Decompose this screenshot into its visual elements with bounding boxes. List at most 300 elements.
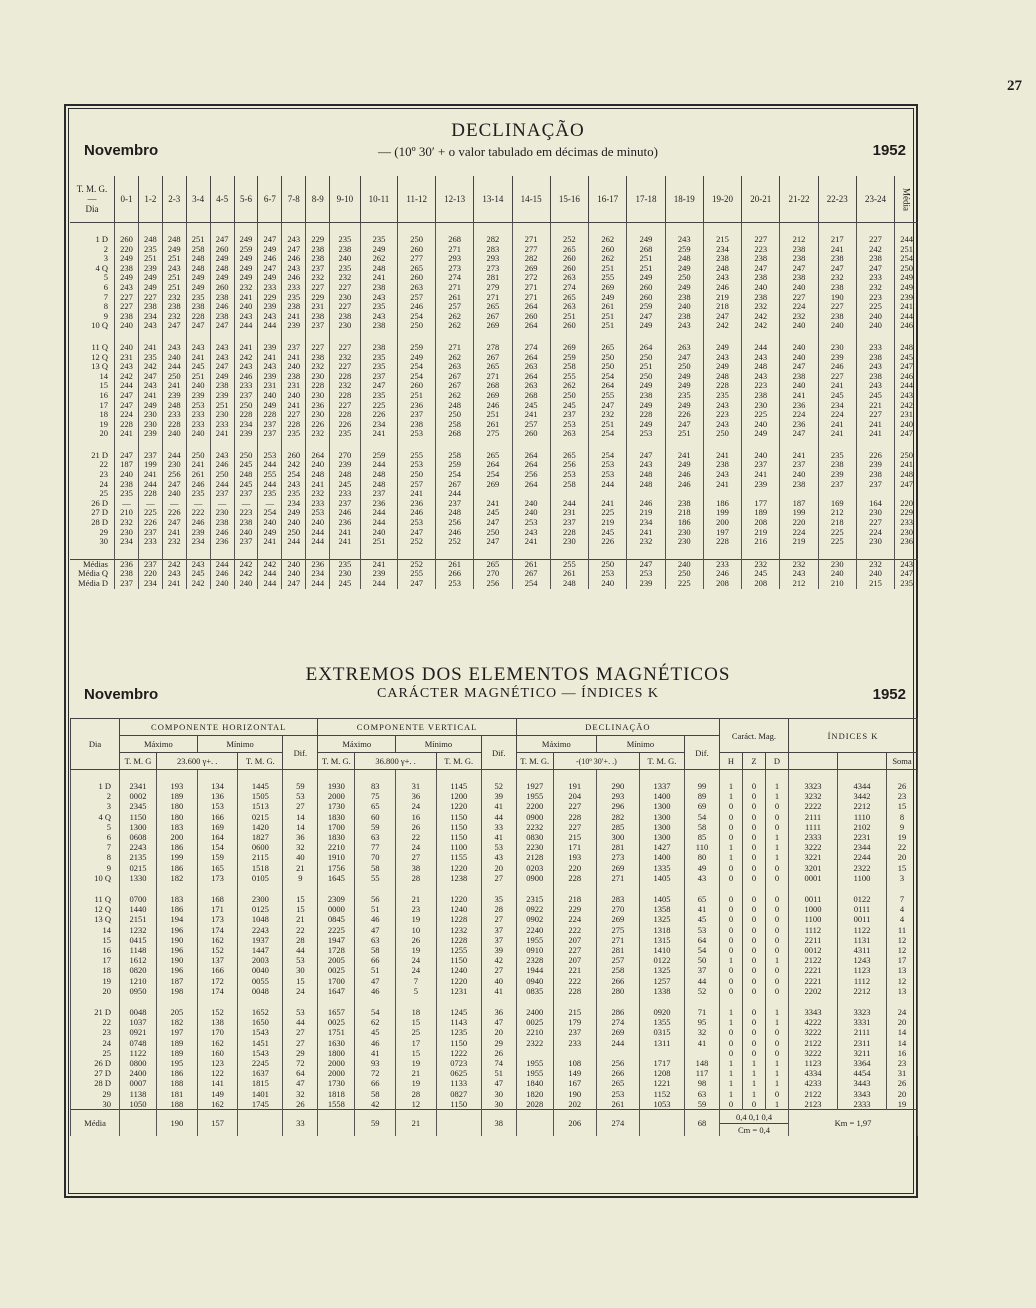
value-cell: 227: [818, 302, 856, 312]
gap-cell: [157, 996, 198, 1007]
value-cell: 225: [856, 302, 894, 312]
decl-subtitle: — (10º 30′ + o valor tabulado em décimas de minuto): [378, 144, 658, 159]
gap-cell: [742, 547, 780, 560]
col-header: 16-17: [589, 176, 627, 223]
hdr-indices: ÍNDICES K: [789, 719, 918, 753]
value-cell: 230: [895, 528, 918, 538]
day-label: 30: [71, 1099, 120, 1110]
value-cell: 243: [703, 353, 741, 363]
value-cell: 0011: [838, 914, 887, 924]
value-cell: 51: [355, 965, 396, 975]
gap-cell: [640, 883, 685, 894]
value-cell: 245: [550, 401, 588, 411]
value-cell: 0: [766, 1038, 789, 1048]
value-cell: 220: [115, 245, 139, 255]
value-cell: 248: [186, 254, 210, 264]
value-cell: 167: [553, 1078, 596, 1088]
value-cell: 2202: [789, 986, 838, 996]
value-cell: 52: [481, 781, 516, 791]
value-cell: 245: [474, 508, 512, 518]
media-v-dif: 38: [481, 1110, 516, 1137]
value-cell: 233: [306, 499, 330, 509]
value-cell: 241: [258, 353, 282, 363]
value-cell: 232: [306, 362, 330, 372]
value-cell: 237: [550, 410, 588, 420]
value-cell: 15: [283, 976, 318, 986]
summary-cell: 220: [138, 569, 162, 579]
value-cell: 235: [330, 235, 360, 245]
summary-cell: 261: [512, 559, 550, 569]
value-cell: 257: [596, 955, 639, 965]
value-cell: 265: [596, 1078, 639, 1088]
value-cell: 1630: [318, 1038, 355, 1048]
value-cell: 293: [436, 254, 474, 264]
value-cell: 271: [436, 343, 474, 353]
value-cell: 0: [720, 873, 743, 883]
value-cell: 238: [780, 372, 818, 382]
value-cell: 251: [162, 283, 186, 293]
value-cell: 244: [306, 528, 330, 538]
value-cell: 2309: [318, 894, 355, 904]
gap-cell: [318, 883, 355, 894]
value-cell: 0: [720, 801, 743, 811]
value-cell: 2212: [838, 986, 887, 996]
summary-cell: 234: [138, 579, 162, 589]
value-cell: 230: [210, 410, 234, 420]
value-cell: 240: [856, 312, 894, 322]
value-cell: 267: [436, 372, 474, 382]
value-cell: 1700: [318, 822, 355, 832]
value-cell: 0122: [838, 894, 887, 904]
gap-cell: [238, 883, 283, 894]
value-cell: 0: [766, 873, 789, 883]
col-header: 4-5: [210, 176, 234, 223]
value-cell: 180: [157, 812, 198, 822]
gap-cell: [838, 883, 887, 894]
value-cell: 189: [157, 1048, 198, 1058]
table-row: [71, 1048, 918, 1058]
value-cell: 293: [474, 254, 512, 264]
value-cell: 247: [186, 321, 210, 331]
summary-cell: 250: [589, 559, 627, 569]
summary-cell: 244: [306, 579, 330, 589]
value-cell: 250: [398, 470, 436, 480]
value-cell: 228: [138, 489, 162, 499]
value-cell: 2333: [789, 832, 838, 842]
value-cell: 244: [162, 362, 186, 372]
value-cell: 233: [234, 381, 258, 391]
value-cell: 215: [703, 235, 741, 245]
value-cell: 1257: [640, 976, 685, 986]
value-cell: 240: [282, 362, 306, 372]
value-cell: 239: [282, 321, 306, 331]
value-cell: 9: [283, 873, 318, 883]
decl-year: 1952: [872, 142, 906, 159]
value-cell: 265: [550, 245, 588, 255]
value-cell: 241: [282, 401, 306, 411]
value-cell: 234: [282, 499, 306, 509]
value-cell: 264: [512, 353, 550, 363]
value-cell: 1050: [120, 1099, 157, 1110]
value-cell: 281: [596, 945, 639, 955]
value-cell: 232: [306, 273, 330, 283]
value-cell: 50: [685, 955, 720, 965]
table-row: [71, 945, 918, 955]
value-cell: 224: [115, 410, 139, 420]
value-cell: 1337: [640, 781, 685, 791]
value-cell: 230: [856, 537, 894, 547]
day-label: 22: [71, 1017, 120, 1027]
value-cell: 238: [306, 353, 330, 363]
value-cell: 243: [856, 362, 894, 372]
value-cell: 240: [742, 451, 780, 461]
value-cell: 271: [436, 283, 474, 293]
value-cell: 221: [553, 965, 596, 975]
gap-cell: [186, 547, 210, 560]
value-cell: 238: [818, 460, 856, 470]
value-cell: 244: [895, 235, 918, 245]
value-cell: 1955: [516, 791, 553, 801]
value-cell: 241: [703, 480, 741, 490]
value-cell: 223: [234, 508, 258, 518]
media-row: [71, 1110, 918, 1137]
col-header: 8-9: [306, 176, 330, 223]
media-label: Média: [71, 1110, 120, 1137]
value-cell: 293: [596, 791, 639, 801]
value-cell: 243: [703, 401, 741, 411]
value-cell: 1300: [640, 801, 685, 811]
summary-cell: 208: [742, 579, 780, 589]
summary-cell: 243: [780, 569, 818, 579]
value-cell: 27: [481, 873, 516, 883]
value-cell: 243: [282, 264, 306, 274]
value-cell: 0: [766, 965, 789, 975]
value-cell: 230: [665, 537, 703, 547]
value-cell: 1: [720, 1078, 743, 1088]
day-label: 4 Q: [71, 812, 120, 822]
value-cell: 235: [138, 245, 162, 255]
value-cell: 247: [115, 391, 139, 401]
day-label: 11 Q: [91, 341, 108, 352]
value-cell: 248: [360, 264, 398, 274]
value-cell: 227: [330, 302, 360, 312]
value-cell: 247: [627, 451, 665, 461]
value-cell: 108: [553, 1058, 596, 1068]
value-cell: 186: [665, 518, 703, 528]
value-cell: 0700: [120, 894, 157, 904]
value-cell: 1818: [318, 1089, 355, 1099]
summary-cell: 233: [703, 559, 741, 569]
day-label: 13 Q: [71, 914, 120, 924]
value-cell: 246: [186, 518, 210, 528]
value-cell: 243: [258, 312, 282, 322]
summary-cell: 237: [115, 579, 139, 589]
value-cell: 1240: [436, 965, 481, 975]
hdr-d: D: [766, 753, 789, 770]
value-cell: 0: [743, 1048, 766, 1058]
value-cell: 152: [197, 1007, 238, 1017]
value-cell: 16: [396, 812, 437, 822]
value-cell: 1401: [238, 1089, 283, 1099]
value-cell: 265: [398, 264, 436, 274]
value-cell: 149: [553, 1068, 596, 1078]
value-cell: 230: [306, 391, 330, 401]
value-cell: 2111: [789, 812, 838, 822]
value-cell: 189: [157, 1038, 198, 1048]
value-cell: 241: [818, 245, 856, 255]
summary-cell: 240: [856, 569, 894, 579]
value-cell: 41: [685, 1038, 720, 1048]
value-cell: 240: [162, 429, 186, 439]
value-cell: 0: [766, 914, 789, 924]
day-label: 17: [99, 399, 108, 410]
value-cell: 228: [553, 873, 596, 883]
blank: [436, 1110, 481, 1137]
value-cell: 218: [703, 302, 741, 312]
value-cell: 37: [481, 935, 516, 945]
summary-cell: 242: [162, 559, 186, 569]
value-cell: 240: [115, 343, 139, 353]
value-cell: 246: [627, 499, 665, 509]
value-cell: 244: [258, 460, 282, 470]
gap-cell: [665, 547, 703, 560]
value-cell: 0: [743, 945, 766, 955]
value-cell: 41: [481, 832, 516, 842]
value-cell: 1: [766, 1058, 789, 1068]
value-cell: 2128: [516, 852, 553, 862]
value-cell: 0048: [120, 1007, 157, 1017]
summary-cell: 246: [210, 569, 234, 579]
group-gap: [70, 547, 918, 560]
value-cell: 1: [720, 852, 743, 862]
value-cell: 262: [436, 353, 474, 363]
value-cell: 253: [589, 460, 627, 470]
summary-cell: 238: [115, 569, 139, 579]
value-cell: 250: [234, 451, 258, 461]
value-cell: 238: [282, 302, 306, 312]
gap-cell: [71, 883, 120, 894]
summary-cell: 212: [780, 579, 818, 589]
value-cell: 247: [282, 245, 306, 255]
value-cell: 200: [157, 832, 198, 842]
value-cell: 1335: [640, 863, 685, 873]
gap-cell: [720, 996, 743, 1007]
table-row: [70, 321, 918, 331]
value-cell: 1730: [318, 801, 355, 811]
value-cell: 227: [330, 401, 360, 411]
table-row: [71, 1038, 918, 1048]
value-cell: 2210: [318, 842, 355, 852]
value-cell: 0040: [238, 965, 283, 975]
value-cell: 2311: [838, 1038, 887, 1048]
value-cell: 251: [186, 235, 210, 245]
value-cell: 0922: [516, 904, 553, 914]
value-cell: 0: [743, 863, 766, 873]
value-cell: 241: [856, 429, 894, 439]
value-cell: 253: [186, 401, 210, 411]
value-cell: 227: [856, 518, 894, 528]
value-cell: 250: [474, 528, 512, 538]
value-cell: 227: [553, 945, 596, 955]
hdr-v-tmg: T. M. G.: [318, 753, 355, 770]
value-cell: 238: [186, 302, 210, 312]
value-cell: 259: [360, 451, 398, 461]
value-cell: 14: [887, 1038, 918, 1048]
value-cell: 1240: [436, 904, 481, 914]
value-cell: 182: [157, 1017, 198, 1027]
hdr-h: H: [720, 753, 743, 770]
value-cell: 75: [355, 791, 396, 801]
col-header: 15-16: [550, 176, 588, 223]
summary-cell: 236: [306, 559, 330, 569]
value-cell: 1730: [318, 1078, 355, 1088]
value-cell: 1243: [838, 955, 887, 965]
value-cell: 2212: [838, 801, 887, 811]
value-cell: 274: [550, 283, 588, 293]
value-cell: 1110: [838, 812, 887, 822]
value-cell: 249: [360, 245, 398, 255]
blank: [318, 1110, 355, 1137]
value-cell: 0748: [120, 1038, 157, 1048]
value-cell: 242: [234, 353, 258, 363]
value-cell: 259: [398, 343, 436, 353]
value-cell: 245: [856, 391, 894, 401]
value-cell: 18: [396, 1007, 437, 1017]
value-cell: 259: [627, 302, 665, 312]
value-cell: 238: [856, 470, 894, 480]
summary-cell: 255: [550, 559, 588, 569]
value-cell: 164: [856, 499, 894, 509]
value-cell: 218: [818, 518, 856, 528]
table-row: [71, 1089, 918, 1099]
value-cell: 241: [138, 470, 162, 480]
value-cell: 1325: [640, 914, 685, 924]
value-cell: 210: [115, 508, 139, 518]
hdr-v-max: Máximo: [318, 736, 396, 753]
value-cell: 233: [282, 283, 306, 293]
value-cell: 1300: [120, 822, 157, 832]
value-cell: 242: [138, 362, 162, 372]
value-cell: 235: [360, 391, 398, 401]
value-cell: 224: [780, 302, 818, 312]
value-cell: 239: [258, 372, 282, 382]
media-caract: [720, 1110, 789, 1137]
value-cell: 241: [306, 480, 330, 490]
value-cell: —: [186, 499, 210, 509]
value-cell: 248: [234, 470, 258, 480]
value-cell: 236: [895, 537, 918, 547]
value-cell: 53: [283, 1007, 318, 1017]
value-cell: 1235: [436, 1027, 481, 1037]
value-cell: 218: [553, 894, 596, 904]
value-cell: 244: [234, 321, 258, 331]
summary-cell: 237: [138, 559, 162, 569]
value-cell: 241: [895, 302, 918, 312]
value-cell: 241: [512, 410, 550, 420]
value-cell: 160: [197, 1048, 238, 1058]
day-label: 28 D: [91, 517, 108, 528]
value-cell: 243: [512, 528, 550, 538]
value-cell: 1910: [318, 852, 355, 862]
value-cell: 228: [330, 391, 360, 401]
table-row: [71, 1027, 918, 1037]
value-cell: 253: [512, 518, 550, 528]
value-cell: 122: [197, 1068, 238, 1078]
value-cell: 0: [766, 1027, 789, 1037]
value-cell: 249: [138, 283, 162, 293]
value-cell: 248: [895, 343, 918, 353]
value-cell: 264: [512, 372, 550, 382]
value-cell: 239: [258, 302, 282, 312]
value-cell: 0: [743, 1099, 766, 1110]
value-cell: 2322: [516, 1038, 553, 1048]
value-cell: 250: [234, 401, 258, 411]
value-cell: 244: [210, 480, 234, 490]
value-cell: 273: [596, 852, 639, 862]
value-cell: 233: [258, 283, 282, 293]
table-row: [71, 935, 918, 945]
day-label: 19: [71, 976, 120, 986]
value-cell: 233: [162, 410, 186, 420]
value-cell: 237: [138, 528, 162, 538]
value-cell: 1112: [838, 976, 887, 986]
summary-cell: 242: [234, 569, 258, 579]
value-cell: 1131: [838, 935, 887, 945]
value-cell: 193: [553, 852, 596, 862]
value-cell: 215: [553, 832, 596, 842]
value-cell: 249: [234, 273, 258, 283]
value-cell: 226: [665, 410, 703, 420]
value-cell: 247: [210, 235, 234, 245]
value-cell: 43: [481, 852, 516, 862]
value-cell: —: [234, 499, 258, 509]
gap-cell: [589, 547, 627, 560]
value-cell: 0600: [238, 842, 283, 852]
summary-cell: 252: [398, 559, 436, 569]
value-cell: 247: [474, 537, 512, 547]
day-label: 3: [71, 801, 120, 811]
value-cell: 240: [360, 528, 398, 538]
summary-cell: 239: [360, 569, 398, 579]
value-cell: 248: [162, 235, 186, 245]
table-row: [71, 832, 918, 842]
value-cell: 2210: [516, 1027, 553, 1037]
value-cell: 66: [355, 1078, 396, 1088]
value-cell: 256: [512, 470, 550, 480]
value-cell: 39: [481, 945, 516, 955]
value-cell: 249: [234, 264, 258, 274]
value-cell: 0: [766, 1048, 789, 1058]
summary-cell: 242: [258, 559, 282, 569]
value-cell: 240: [895, 420, 918, 430]
value-cell: 244: [742, 343, 780, 353]
media-h-max: 190: [157, 1110, 198, 1137]
value-cell: 247: [138, 372, 162, 382]
value-cell: 1100: [789, 914, 838, 924]
value-cell: 1210: [120, 976, 157, 986]
value-cell: 137: [197, 955, 238, 965]
value-cell: 237: [258, 420, 282, 430]
gap-cell: [71, 996, 120, 1007]
value-cell: 23: [396, 904, 437, 914]
value-cell: 28: [283, 935, 318, 945]
value-cell: 234: [186, 537, 210, 547]
hdr-h-max: Máximo: [120, 736, 198, 753]
value-cell: 246: [895, 372, 918, 382]
value-cell: 219: [627, 508, 665, 518]
value-cell: 3443: [838, 1078, 887, 1088]
summary-cell: 241: [360, 559, 398, 569]
